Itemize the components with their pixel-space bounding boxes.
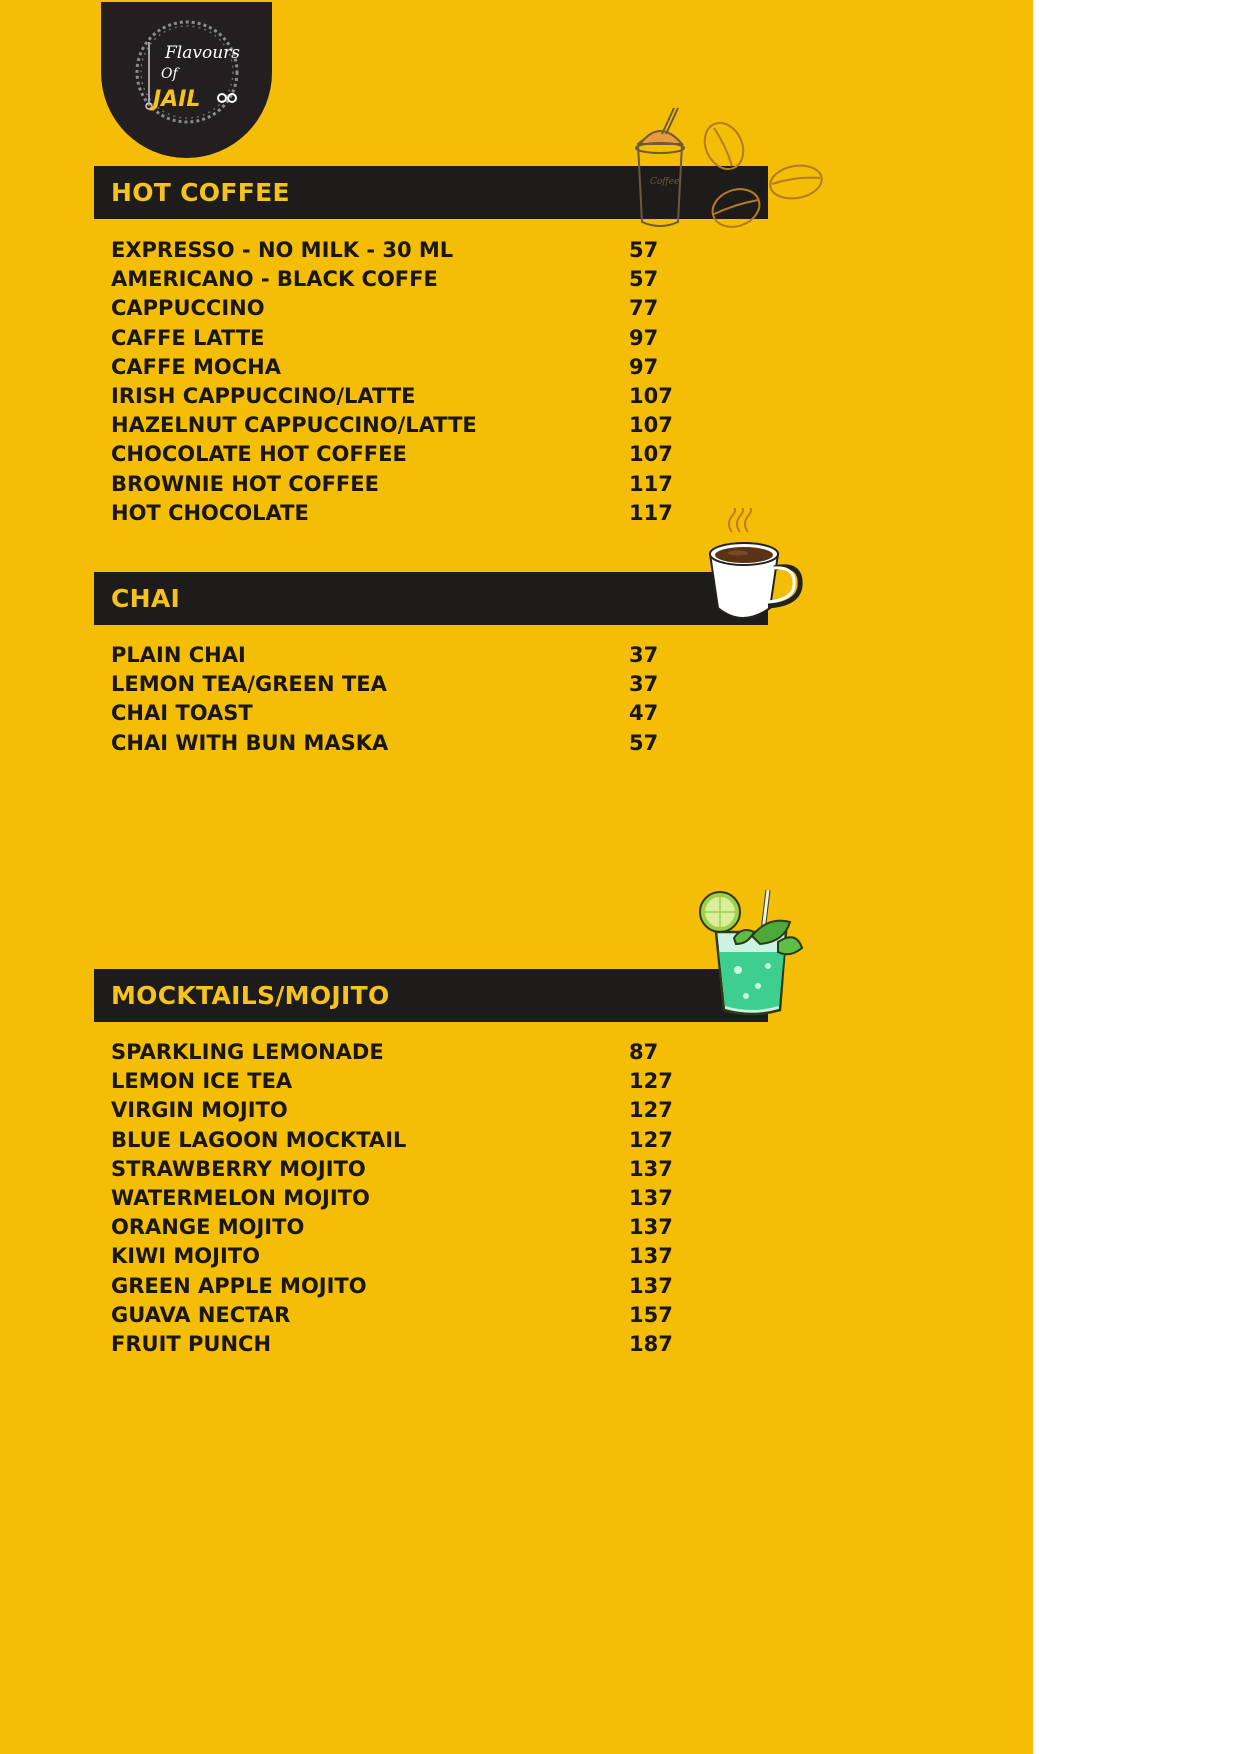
section-title: MOCKTAILS/MOJITO (111, 981, 390, 1010)
menu-item (111, 1067, 671, 1096)
item-price: 107 (629, 413, 673, 438)
mojito-glass-icon (694, 886, 806, 1020)
item-price: 137 (629, 1273, 673, 1298)
item-price: 57 (629, 238, 659, 262)
menu-item (111, 729, 671, 758)
item-name: LEMON TEA/GREEN TEA (111, 672, 387, 697)
section-header-mocktails (94, 969, 768, 1022)
item-price: 107 (629, 383, 673, 408)
menu-item (111, 324, 671, 353)
logo-text-jail: JAIL (153, 87, 201, 112)
item-name: BLUE LAGOON MOCKTAIL (111, 1127, 407, 1152)
item-name: VIRGIN MOJITO (111, 1098, 288, 1123)
item-name: PLAIN CHAI (111, 643, 246, 667)
menu-item (111, 1096, 671, 1125)
item-name: CHAI WITH BUN MASKA (111, 730, 389, 755)
menu-item (111, 699, 671, 728)
item-price: 107 (629, 442, 673, 467)
item-price: 37 (629, 643, 659, 667)
item-price: 137 (629, 1185, 673, 1210)
item-price: 137 (629, 1244, 673, 1269)
item-price: 157 (629, 1302, 673, 1327)
menu-item (111, 1242, 671, 1271)
item-price: 77 (629, 296, 659, 321)
item-name: CAPPUCCINO (111, 296, 265, 321)
item-price: 137 (629, 1215, 673, 1240)
item-price: 117 (629, 471, 673, 496)
item-name: HAZELNUT CAPPUCCINO/LATTE (111, 413, 477, 438)
item-price: 137 (629, 1156, 673, 1181)
menu-item (111, 294, 671, 323)
menu-item (111, 641, 671, 670)
item-list-chai (111, 641, 671, 758)
item-price: 87 (629, 1040, 659, 1064)
item-price: 127 (629, 1127, 673, 1152)
item-name: STRAWBERRY MOJITO (111, 1156, 366, 1181)
menu-item (111, 382, 671, 411)
item-name: AMERICANO - BLACK COFFE (111, 267, 438, 292)
item-name: KIWI MOJITO (111, 1244, 260, 1269)
item-price: 57 (629, 267, 659, 292)
item-price: 97 (629, 354, 659, 379)
menu-item (111, 470, 671, 499)
menu-item (111, 1301, 671, 1330)
item-price: 37 (629, 672, 659, 697)
item-name: IRISH CAPPUCCINO/LATTE (111, 383, 416, 408)
menu-item (111, 670, 671, 699)
menu-item (111, 353, 671, 382)
logo-text-flavours: Flavours (165, 43, 241, 63)
menu-item (111, 1330, 671, 1359)
item-name: HOT CHOCOLATE (111, 500, 309, 525)
section-title: HOT COFFEE (111, 178, 290, 207)
item-price: 57 (629, 730, 659, 755)
item-list-mocktails (111, 1038, 671, 1359)
item-name: BROWNIE HOT COFFEE (111, 471, 379, 496)
item-price: 47 (629, 701, 659, 726)
item-name: CHAI TOAST (111, 701, 253, 726)
item-name: CAFFE LATTE (111, 325, 265, 350)
item-price: 97 (629, 325, 659, 350)
item-list-hot-coffee (111, 236, 671, 528)
menu-item (111, 1038, 671, 1067)
menu-item (111, 1155, 671, 1184)
menu-item (111, 1272, 671, 1301)
menu-item (111, 499, 671, 528)
item-price: 127 (629, 1098, 673, 1123)
section-title: CHAI (111, 584, 181, 613)
svg-text:Coffee: Coffee (650, 177, 680, 187)
item-name: GUAVA NECTAR (111, 1302, 291, 1327)
item-name: CHOCOLATE HOT COFFEE (111, 442, 407, 467)
item-name: SPARKLING LEMONADE (111, 1040, 384, 1064)
item-name: CAFFE MOCHA (111, 354, 281, 379)
item-price: 187 (629, 1331, 673, 1356)
item-name: GREEN APPLE MOJITO (111, 1273, 367, 1298)
item-price: 117 (629, 500, 673, 525)
item-price: 127 (629, 1069, 673, 1094)
item-name: WATERMELON MOJITO (111, 1185, 370, 1210)
logo-text-of: Of (161, 66, 178, 82)
iced-coffee-cup-and-beans-icon (628, 104, 824, 236)
logo (101, 2, 272, 158)
item-name: ORANGE MOJITO (111, 1215, 305, 1240)
menu-item (111, 236, 671, 265)
section-header-chai (94, 572, 768, 625)
item-name: EXPRESSO - NO MILK - 30 ML (111, 238, 454, 262)
menu-item (111, 440, 671, 469)
menu-item (111, 265, 671, 294)
menu-item (111, 411, 671, 440)
menu-item (111, 1184, 671, 1213)
menu-item (111, 1213, 671, 1242)
item-name: FRUIT PUNCH (111, 1331, 272, 1356)
menu-item (111, 1126, 671, 1155)
item-name: LEMON ICE TEA (111, 1069, 293, 1094)
hot-tea-cup-icon (704, 508, 806, 632)
